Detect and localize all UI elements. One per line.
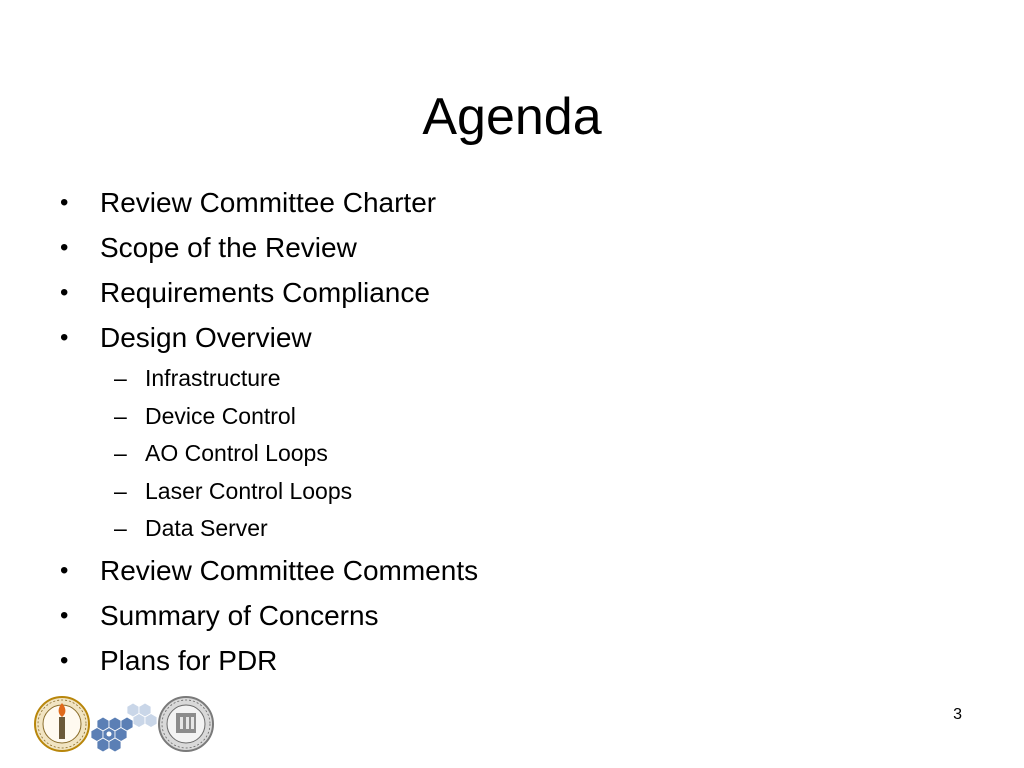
sub-list-item [58,360,478,398]
sub-list-item-label: Data Server [145,515,268,541]
list-item [58,593,478,638]
list-item [58,270,478,315]
sub-bullet-mark: – [114,477,127,504]
list-item-label: Review Committee Charter [100,187,437,218]
sub-bullet-mark: – [114,515,127,541]
list-item [58,638,478,683]
page-number: 3 [953,706,962,723]
bullet-mark: • [60,189,69,216]
list-item [58,548,478,593]
bullet-mark: • [60,646,69,674]
list-item-label: Design Overview [100,322,312,353]
sub-list-item-label: AO Control Loops [145,440,328,466]
list-item [58,225,478,270]
sub-list-item-label: Infrastructure [145,365,281,391]
agenda-list [58,180,478,683]
bullet-mark: • [60,556,69,584]
caltech-seal-logo [35,697,89,751]
list-item-label: Requirements Compliance [100,277,430,308]
list-item [58,180,478,225]
university-of-california-seal-logo [159,697,213,751]
sub-list-item [58,398,478,436]
list-item [58,315,478,360]
sub-list-item-label: Device Control [145,402,296,429]
sub-list-item [58,510,478,548]
bullet-mark: • [60,324,69,351]
list-item-label: Scope of the Review [100,232,357,263]
sub-list-item [58,435,478,473]
sub-bullet-mark: – [114,402,127,429]
slide-title: Agenda [422,88,602,146]
list-item-label: Review Committee Comments [100,554,479,586]
sub-list-item-label: Laser Control Loops [145,477,353,504]
bullet-mark: • [60,234,69,261]
bullet-mark: • [60,279,69,306]
sub-list-item [58,473,478,511]
hexagon-mirror-logo [91,703,157,752]
list-item-label: Plans for PDR [100,644,278,676]
bullet-mark: • [60,601,69,629]
sub-bullet-mark: – [114,365,127,391]
sub-bullet-mark: – [114,440,127,466]
list-item-label: Summary of Concerns [100,599,379,631]
footer-logos [33,695,218,753]
